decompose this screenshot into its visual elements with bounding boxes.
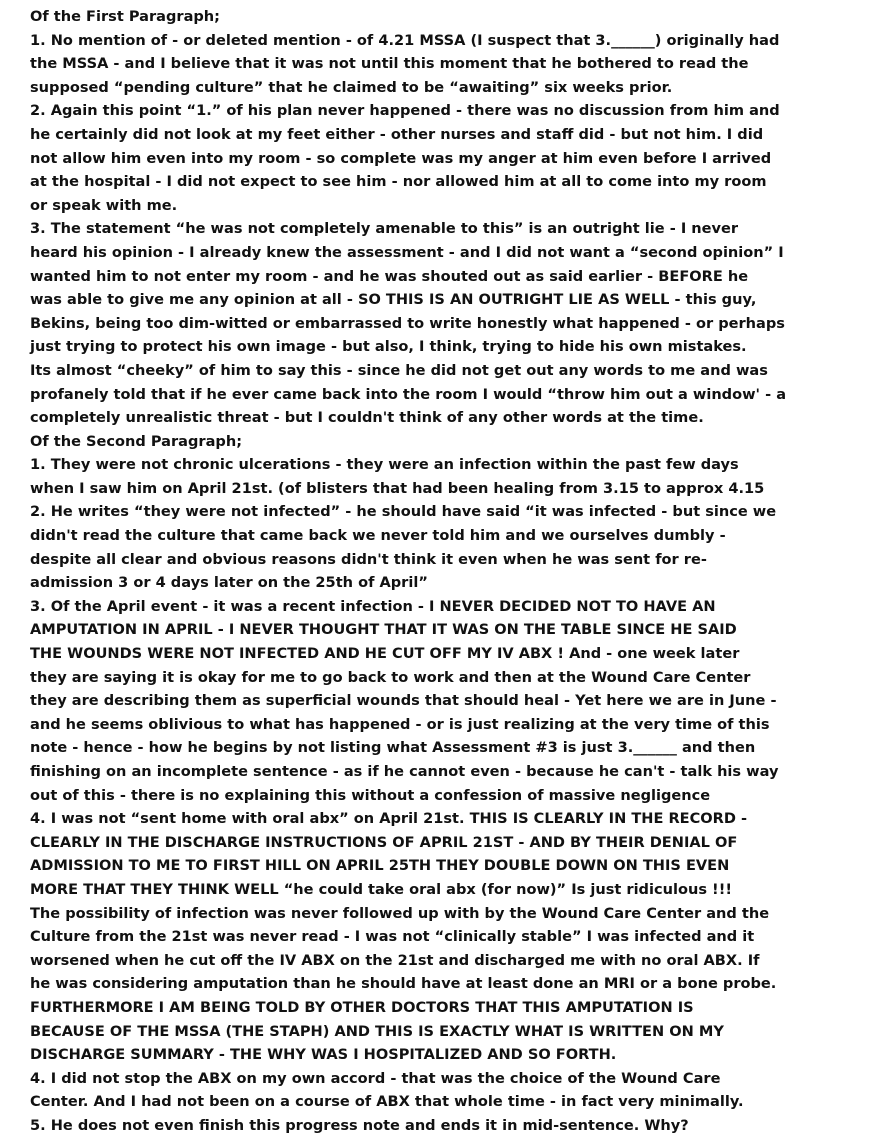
document-line: 2. Again this point “1.” of his plan never happened - there was no discussion from him and <box>30 102 780 120</box>
document-line: Its almost “cheeky” of him to say this - since he did not get out any words to me and was <box>30 361 768 379</box>
document-line: 5. He does not even finish this progress note and ends it in mid-sentence. Why? <box>30 1116 689 1134</box>
document-line: was able to give me any opinion at all - SO THIS IS AN OUTRIGHT LIE AS WELL - this guy, <box>30 291 757 309</box>
document-line: despite all clear and obvious reasons didn't think it even when he was sent for re- <box>30 550 707 568</box>
document-line: wanted him to not enter my room - and he was shouted out as said earlier - BEFORE he <box>30 267 749 285</box>
document-line: just trying to protect his own image - but also, I think, trying to hide his own mistakes. <box>30 338 747 356</box>
document-line: they are saying it is okay for me to go back to work and then at the Wound Care Center <box>30 668 751 686</box>
document-line: CLEARLY IN THE DISCHARGE INSTRUCTIONS OF APRIL 21ST - AND BY THEIR DENIAL OF <box>30 833 738 851</box>
document-line: ADMISSION TO ME TO FIRST HILL ON APRIL 25TH THEY DOUBLE DOWN ON THIS EVEN <box>30 857 730 875</box>
document-line: Bekins, being too dim-witted or embarrassed to write honestly what happened - or perhaps <box>30 314 785 332</box>
document-line: 3. The statement “he was not completely amenable to this” is an outright lie - I never <box>30 220 739 238</box>
document-line: 4. I did not stop the ABX on my own accord - that was the choice of the Wound Care <box>30 1069 721 1087</box>
document-line: 1. No mention of - or deleted mention - of 4.21 MSSA (I suspect that 3.______) originally had <box>30 31 780 49</box>
document-line: FURTHERMORE I AM BEING TOLD BY OTHER DOCTORS THAT THIS AMPUTATION IS <box>30 998 694 1016</box>
document-line: worsened when he cut off the IV ABX on the 21st and discharged me with no oral ABX. If <box>30 951 760 969</box>
document-line: the MSSA - and I believe that it was not until this moment that he bothered to read the <box>30 55 749 73</box>
document-line: MORE THAT THEY THINK WELL “he could take oral abx (for now)” Is just ridiculous !!! <box>30 880 732 898</box>
document-line: The possibility of infection was never followed up with by the Wound Care Center and the <box>30 904 770 922</box>
document-line: 2. He writes “they were not infected” - he should have said “it was infected - but since we <box>30 503 777 521</box>
document-line: 4. I was not “sent home with oral abx” on April 21st. THIS IS CLEARLY IN THE RECORD - <box>30 810 748 828</box>
document-line: when I saw him on April 21st. (of blisters that had been healing from 3.15 to approx 4.15 <box>30 479 765 497</box>
document-line: profanely told that if he ever came back into the room I would “throw him out a window' - a <box>30 385 787 403</box>
document-line: completely unrealistic threat - but I couldn't think of any other words at the time. <box>30 409 704 427</box>
document-line: Of the First Paragraph; <box>30 8 220 25</box>
document-line: Of the Second Paragraph; <box>30 432 243 450</box>
document-line: finishing on an incomplete sentence - as if he cannot even - because he can't - talk his way <box>30 763 779 780</box>
document-line: BECAUSE OF THE MSSA (THE STAPH) AND THIS IS EXACTLY WHAT IS WRITTEN ON MY <box>30 1022 724 1040</box>
document-line: he certainly did not look at my feet either - other nurses and staff did - but not him. I did <box>30 125 764 143</box>
document-line: not allow him even into my room - so complete was my anger at him even before I arrived <box>30 149 772 167</box>
document-line: they are describing them as superficial wounds that should heal - Yet here we are in June - <box>30 692 777 710</box>
document-line: DISCHARGE SUMMARY - THE WHY WAS I HOSPITALIZED AND SO FORTH. <box>30 1046 617 1064</box>
document-line: and he seems oblivious to what has happened - or is just realizing at the very time of this <box>30 715 770 733</box>
document-page <box>30 5 870 1135</box>
document-line: Culture from the 21st was never read - I was not “clinically stable” I was infected and it <box>30 928 755 946</box>
document-line: out of this - there is no explaining this without a confession of massive negligence <box>30 786 711 804</box>
document-line: THE WOUNDS WERE NOT INFECTED AND HE CUT OFF MY IV ABX ! And - one week later <box>30 645 740 663</box>
document-line: didn't read the culture that came back we never told him and we ourselves dumbly - <box>30 527 726 545</box>
document-line: at the hospital - I did not expect to see him - nor allowed him at all to come into my room <box>30 173 767 191</box>
document-line: or speak with me. <box>30 196 178 214</box>
document-line: Center. And I had not been on a course of ABX that whole time - in fact very minimally. <box>30 1093 744 1111</box>
document-line: 1. They were not chronic ulcerations - they were an infection within the past few days <box>30 456 739 474</box>
document-line: heard his opinion - I already knew the assessment - and I did not want a “second opinion” I <box>30 243 784 261</box>
document-line: admission 3 or 4 days later on the 25th of April” <box>30 574 428 592</box>
document-line: he was considering amputation than he should have at least done an MRI or a bone probe. <box>30 975 777 993</box>
document-line: AMPUTATION IN APRIL - I NEVER THOUGHT THAT IT WAS ON THE TABLE SINCE HE SAID <box>30 621 737 639</box>
document-line: 3. Of the April event - it was a recent infection - I NEVER DECIDED NOT TO HAVE AN <box>30 597 716 615</box>
document-line: supposed “pending culture” that he claimed to be “awaiting” six weeks prior. <box>30 78 673 96</box>
document-line: note - hence - how he begins by not listing what Assessment #3 is just 3.______ and then <box>30 739 756 757</box>
